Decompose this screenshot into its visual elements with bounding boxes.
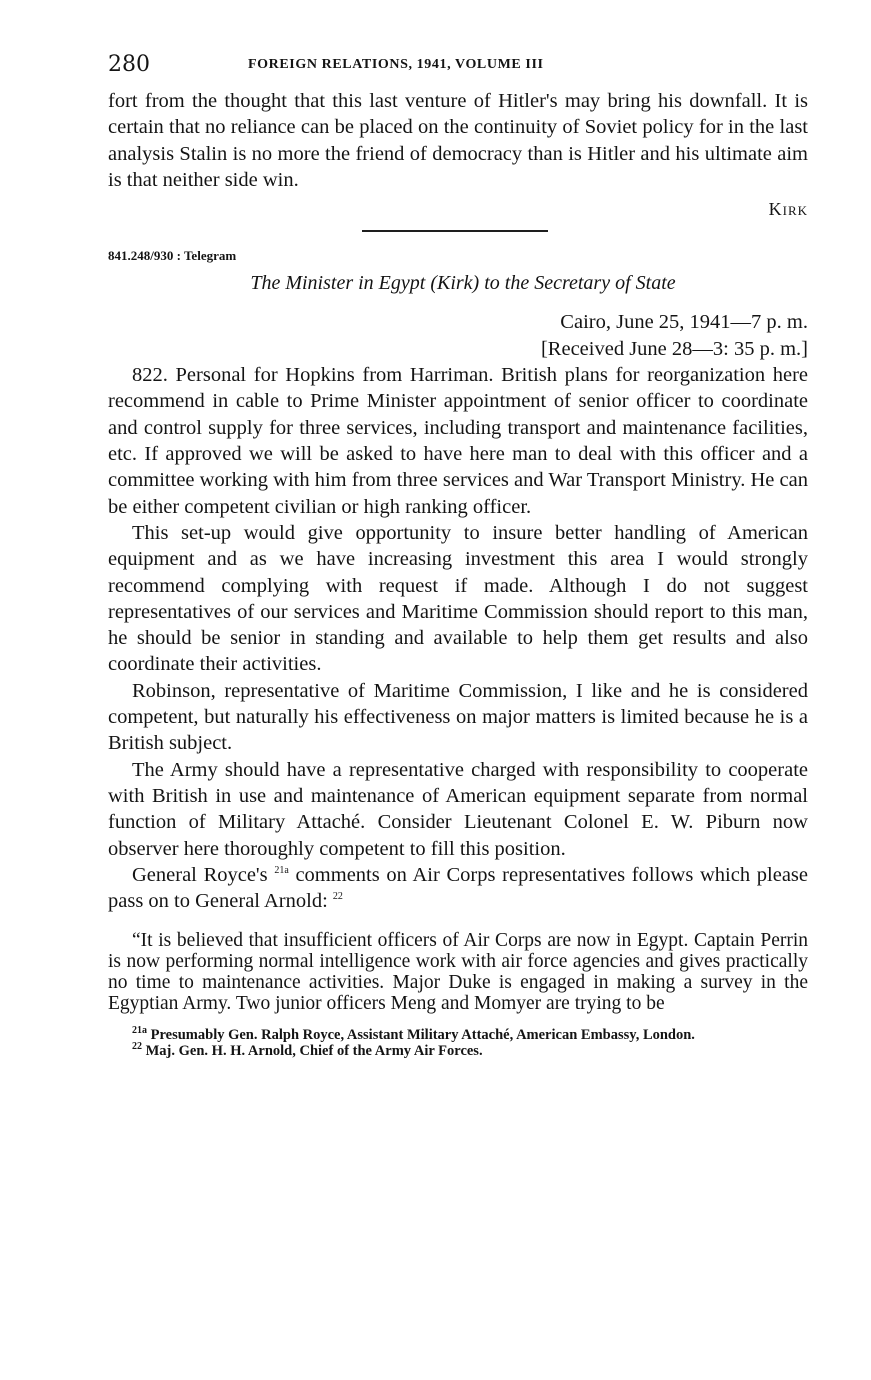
signature-kirk — [108, 199, 808, 220]
footnote-ref-21a: 21a — [274, 865, 289, 876]
paragraph-822: 822. Personal for Hopkins from Harriman. British plans for reorganization here recommend in cable to Prime Minister appointment of senior officer to coordinate and control supply for three services, including transport and maintenance facilities, etc. If approved we will be asked to have here man to deal with this officer and a committee working with him from three services and War Transport Ministry. He can be either competent civilian or high ranking officer. — [108, 364, 808, 518]
file-number: 841.248/930 : Telegram — [108, 248, 237, 264]
footnote-ref-22: 22 — [332, 891, 343, 903]
quote-paragraph: “It is believed that insufficient officers of Air Corps are now in Egypt. Captain Perrin is now performing normal intelligence work with air force agencies and gives practically no time to maintenance activities. Major Duke is engaged in making a survey in the Egyptian Army. Two junior officers Meng and Momyer are trying to be — [108, 930, 808, 1015]
footnote-21a — [108, 1025, 808, 1044]
footnote-text-22: Maj. Gen. H. H. Arnold, Chief of the Army Air Forces. — [145, 1042, 483, 1059]
footnote-text-21a: Presumably Gen. Ralph Royce, Assistant Military Attaché, American Embassy, London. — [150, 1027, 695, 1044]
footnote-marker-21a: 21a — [132, 1025, 147, 1037]
closing-paragraph: fort from the thought that this last venture of Hitler's may bring his downfall. It is certain that no reliance can be placed on the continuity of Soviet policy for in the last analysis Stalin is no more the friend of democracy than is Hitler and his ultimate aim is that neither side win. — [108, 90, 808, 191]
paragraph-setup: This set-up would give opportunity to insure better handling of American equipment and as we have increasing investment this area I would strongly recommend complying with request if made. Although I do not suggest representatives of our services and Maritime Commission should report to this man, he should be senior in standing and available to help them get results and also coordinate their activities. — [108, 521, 808, 676]
footnote-marker-22: 22 — [132, 1041, 142, 1053]
paragraph-army: The Army should have a representative charged with responsibility to cooperate with British in use and maintenance of American equipment separate from normal function of Military Attaché. Consider Lieutenant Colonel E. W. Piburn now observer here thoroughly competent to fill this position. — [108, 758, 808, 860]
dateline-sent: Cairo, June 25, 1941—7 p. m. — [560, 311, 808, 334]
footnote-22 — [108, 1041, 808, 1060]
dateline — [108, 309, 808, 362]
section-divider — [362, 230, 548, 232]
dateline-received: [Received June 28—3: 35 p. m.] — [540, 337, 808, 360]
running-header — [108, 52, 808, 88]
document-heading: The Minister in Egypt (Kirk) to the Secretary of State — [250, 272, 676, 295]
document-page — [108, 52, 808, 1059]
footnotes — [108, 1025, 808, 1059]
paragraph-robinson: Robinson, representative of Maritime Commission, I like and he is considered competent, but naturally his effectiveness on major matters is limited because he is a British subject. — [108, 679, 808, 755]
page-number: 280 — [108, 52, 150, 77]
paragraph-royce — [108, 862, 808, 915]
telegram-body — [108, 362, 808, 914]
royce-text-start: General Royce's — [132, 863, 268, 886]
royce-text-middle: comments on Air Corps representatives follows which please pass on to General Arnold: — [108, 863, 808, 913]
signature-text: Kirk — [768, 199, 808, 220]
quoted-comments — [108, 930, 808, 1014]
prior-document-ending — [108, 88, 808, 193]
running-title: FOREIGN RELATIONS, 1941, VOLUME III — [248, 57, 544, 72]
